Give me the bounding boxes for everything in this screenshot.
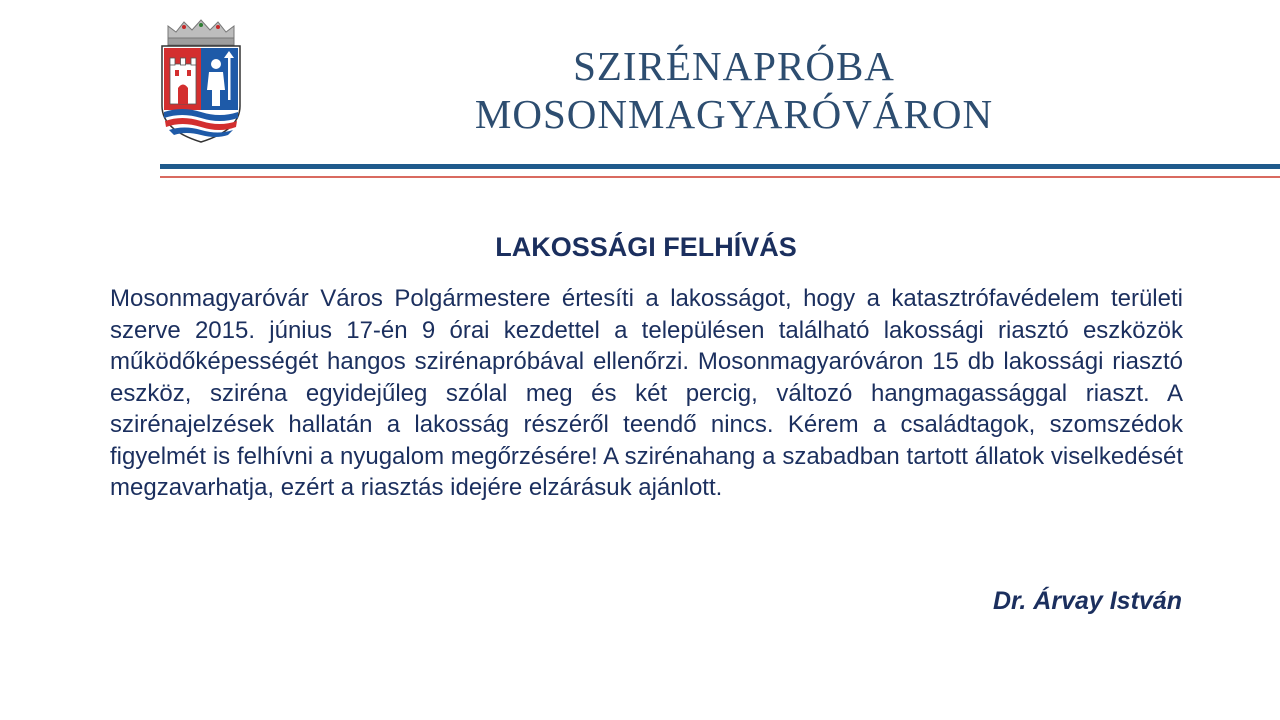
page-title — [420, 42, 1048, 138]
notice-body: Mosonmagyaróvár Város Polgármestere értesíti a lakosságot, hogy a katasztrófavédelem területi szerve 2015. június 17-én 9 órai kezdettel a településen található lakossági riasztó eszközök működőképességét hangos szirénapróbával ellenőrzi. Mosonmagyaróváron 15 db lakossági riasztó eszköz, sziréna egyidejűleg szólal meg és két percig, változó hangmagassággal riaszt. A szirénajelzések hallatán a lakosság részéről teendő nincs. Kérem a családtagok, szomszédok figyelmét is felhívni a nyugalom megőrzésére! A szirénahang a szabadban tartott állatok viselkedését megzavarhatja, ezért a riasztás idejére elzárásuk ajánlott. — [110, 285, 1183, 501]
header-divider-blue — [160, 164, 1280, 169]
title-line-2: MOSONMAGYARÓVÁRON — [474, 91, 994, 137]
header-divider-red — [160, 176, 1280, 178]
title-line-1: SZIRÉNAPRÓBA — [573, 43, 895, 89]
city-coat-of-arms-icon — [158, 18, 244, 144]
notice-heading: LAKOSSÁGI FELHÍVÁS — [495, 232, 797, 262]
signature: Dr. Árvay István — [993, 587, 1182, 615]
